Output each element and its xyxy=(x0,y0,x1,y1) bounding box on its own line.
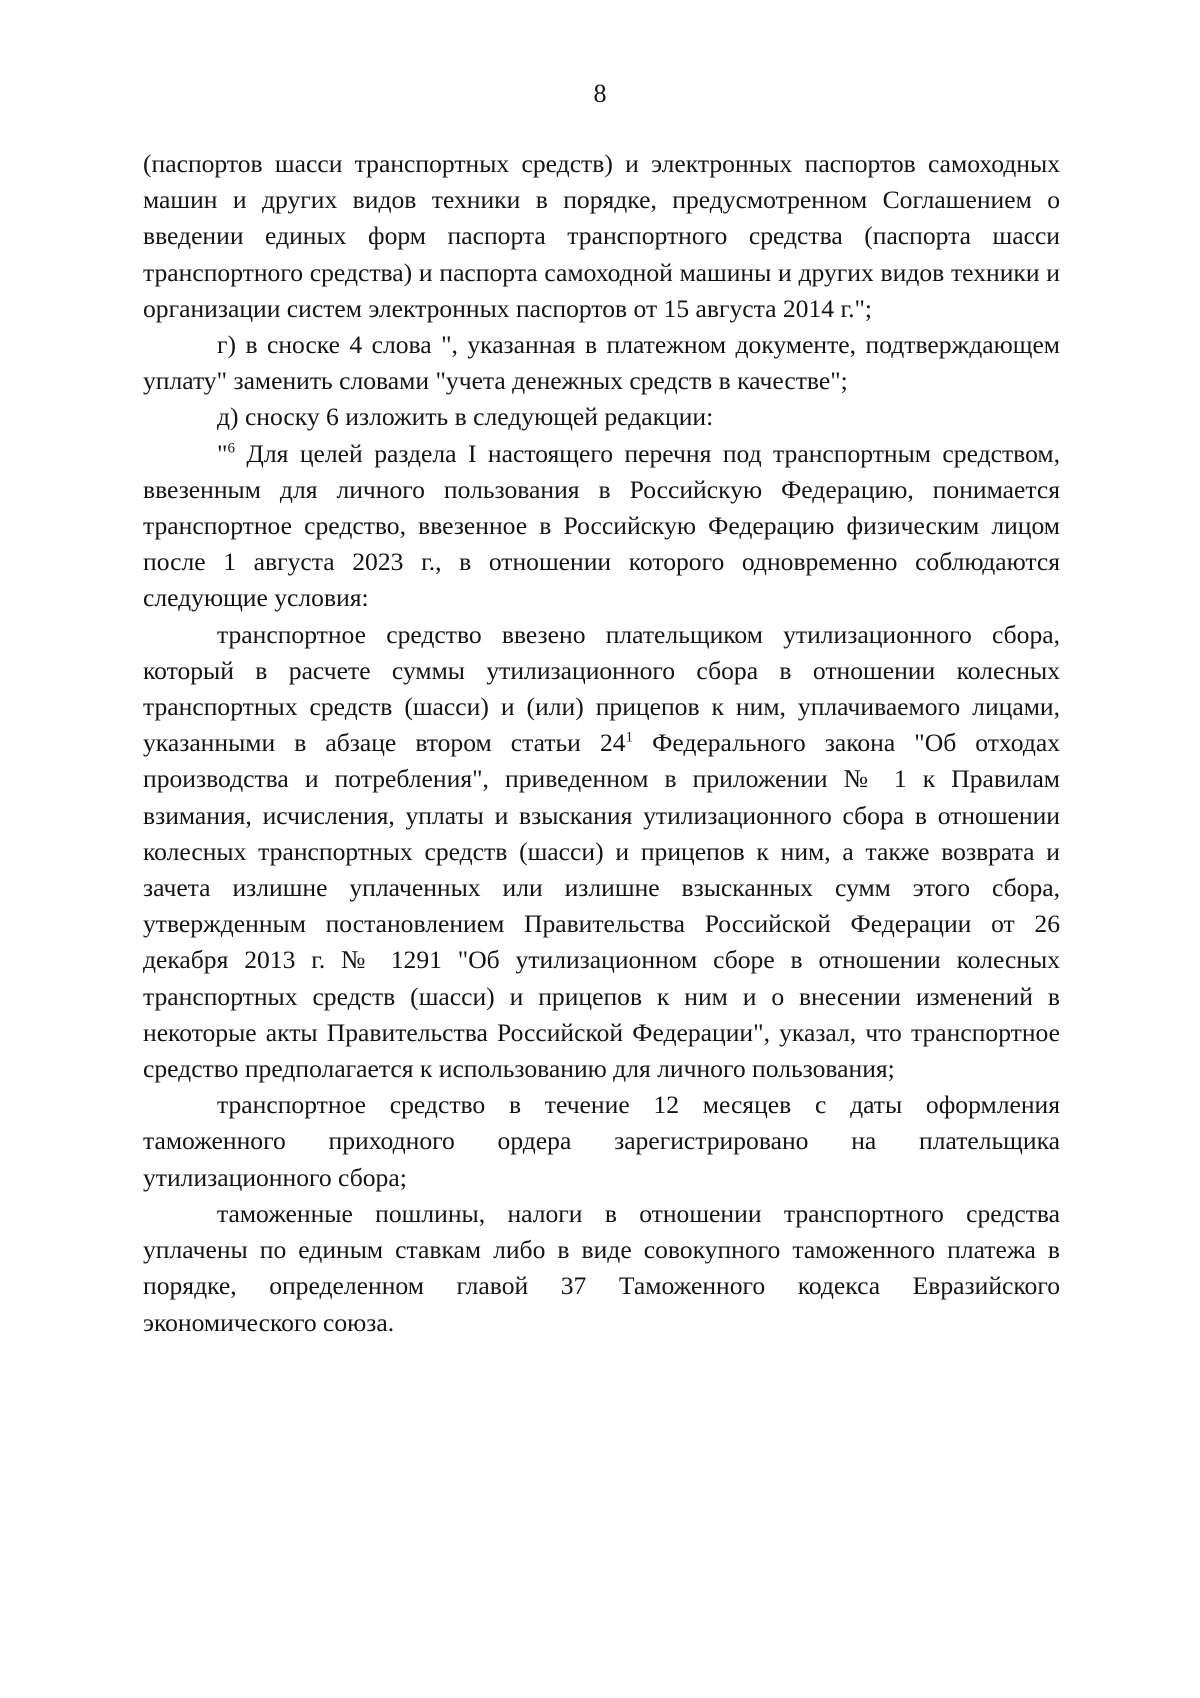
paragraph-condition-3: таможенные пошлины, налоги в отношении транспортного средства уплачены по единым ставкам либо в виде совокупного таможенного платежа в порядке, определенном главой 37 Таможенного кодекса Евразийского экономического союза. xyxy=(143,1198,1060,1337)
page-number: 8 xyxy=(593,79,607,108)
condition-1-part-b: Федерального закона "Об отходах производства и потребления", приведенном в приложении № 1 к Правилам взимания, исчисления, уплаты и взыскания утилизационного сбора в отношении колесных транспортных средств (шасси) и прицепов к ним, а также возврата и зачета излишне уплаченных или излишне взысканных сумм этого сбора, утвержденным постановлением Правительства Российской Федерации от 26 декабря 2013 г. № 1291 "Об утилизационном сборе в отношении колесных транспортных средств (шасси) и прицепов к ним и о внесении изменений в некоторые акты Правительства Российской Федерации", указал, что транспортное средство предполагается к использованию для личного пользования; xyxy=(143,728,1060,1084)
paragraph-continuation: (паспортов шасси транспортных средств) и электронных паспортов самоходных машин и других видов техники в порядке, предусмотренном Соглашением о введении единых форм паспорта транспортного средства (паспорта шасси транспортного средства) и паспорта самоходной машины и других видов техники и организации систем электронных паспортов от 15 августа 2014 г."; xyxy=(143,149,1060,323)
document-body xyxy=(143,146,1060,1341)
paragraph-item-d: д) сноску 6 изложить в следующей редакции: xyxy=(217,402,714,432)
article-superscript: 1 xyxy=(625,729,634,746)
footnote-marker: 6 xyxy=(227,440,235,457)
opening-quote: " xyxy=(217,438,228,468)
condition-1-part-a: транспортное средство ввезено плательщиком утилизационного сбора, который в расчете суммы утилизационного сбора в отношении колесных транспортных средств (шасси) и (или) прицепов к ним, уплачиваемого лицами, указанными в абзаце втором статьи 24 xyxy=(143,619,1060,758)
paragraph-condition-1 xyxy=(143,617,1060,1088)
paragraph-item-g: г) в сноске 4 слова ", указанная в платежном документе, подтверждающем уплату" заменить словами "учета денежных средств в качестве"; xyxy=(143,330,1060,396)
paragraph-condition-2: транспортное средство в течение 12 месяцев с даты оформления таможенного приходного ордера зарегистрировано на плательщика утилизационного сбора; xyxy=(143,1090,1060,1192)
paragraph-footnote-6 xyxy=(143,436,1060,617)
footnote-text: Для целей раздела I настоящего перечня под транспортным средством, ввезенным для личного пользования в Российскую Федерацию, понимается транспортное средство, ввезенное в Российскую Федерацию физическим лицом после 1 августа 2023 г., в отношении которого одновременно соблюдаются следующие условия: xyxy=(143,438,1060,613)
